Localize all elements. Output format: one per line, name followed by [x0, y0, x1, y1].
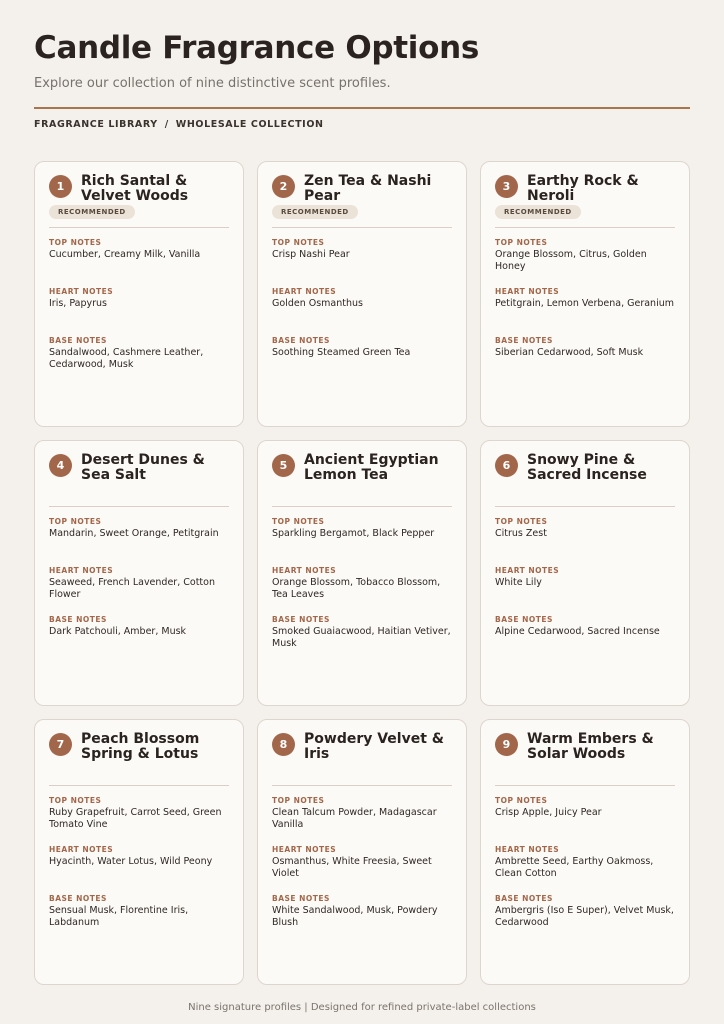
heart-notes-label: HEART NOTES [49, 566, 114, 575]
top-notes-label: TOP NOTES [495, 517, 548, 526]
fragrance-grid [34, 161, 690, 985]
top-notes-label: TOP NOTES [495, 796, 548, 805]
heart-notes-section [272, 845, 454, 894]
card-divider [272, 506, 452, 507]
card-number-badge: 5 [272, 454, 295, 477]
card-title: Earthy Rock & Neroli [527, 173, 639, 204]
base-notes-label: BASE NOTES [495, 615, 553, 624]
notes-list [495, 796, 677, 943]
base-notes-text: Ambergris (Iso E Super), Velvet Musk, Cedarwood [495, 905, 674, 928]
heart-notes-text: Osmanthus, White Freesia, Sweet Violet [272, 856, 432, 879]
heart-notes-text: White Lily [495, 577, 542, 588]
heart-notes-label: HEART NOTES [272, 845, 337, 854]
base-notes-section [49, 336, 231, 385]
page-subtitle: Explore our collection of nine distinctive scent profiles. [34, 76, 391, 91]
top-notes-label: TOP NOTES [272, 796, 325, 805]
top-notes-section [495, 517, 677, 566]
heart-notes-section [49, 566, 231, 615]
base-notes-text: Sensual Musk, Florentine Iris, Labdanum [49, 905, 189, 928]
top-notes-text: Mandarin, Sweet Orange, Petitgrain [49, 528, 219, 539]
card-title: Peach Blossom Spring & Lotus [81, 731, 200, 762]
card-divider [495, 227, 675, 228]
top-notes-section [495, 238, 677, 287]
card-divider [272, 227, 452, 228]
base-notes-label: BASE NOTES [49, 336, 107, 345]
notes-list [495, 517, 677, 664]
card-header [49, 732, 229, 776]
notes-list [49, 796, 231, 943]
base-notes-label: BASE NOTES [49, 615, 107, 624]
base-notes-label: BASE NOTES [49, 894, 107, 903]
breadcrumb-item-library[interactable]: FRAGRANCE LIBRARY [34, 119, 158, 130]
base-notes-section [272, 336, 454, 385]
top-notes-text: Sparkling Bergamot, Black Pepper [272, 528, 435, 539]
top-notes-label: TOP NOTES [49, 238, 102, 247]
heart-notes-label: HEART NOTES [49, 845, 114, 854]
card-title: Zen Tea & Nashi Pear [304, 173, 432, 204]
base-notes-section [49, 615, 231, 664]
heart-notes-label: HEART NOTES [272, 566, 337, 575]
heart-notes-text: Hyacinth, Water Lotus, Wild Peony [49, 856, 213, 867]
heart-notes-section [495, 845, 677, 894]
base-notes-text: White Sandalwood, Musk, Powdery Blush [272, 905, 438, 928]
base-notes-text: Siberian Cedarwood, Soft Musk [495, 347, 644, 358]
card-header [272, 732, 452, 776]
page-title: Candle Fragrance Options [34, 30, 480, 66]
fragrance-card-2[interactable] [257, 161, 467, 427]
base-notes-text: Smoked Guaiacwood, Haitian Vetiver, Musk [272, 626, 451, 649]
top-notes-text: Cucumber, Creamy Milk, Vanilla [49, 249, 201, 260]
fragrance-card-6[interactable] [480, 440, 690, 706]
fragrance-card-4[interactable] [34, 440, 244, 706]
heart-notes-label: HEART NOTES [495, 845, 560, 854]
card-title: Ancient Egyptian Lemon Tea [304, 452, 439, 483]
fragrance-card-7[interactable] [34, 719, 244, 985]
notes-list [272, 796, 454, 943]
heart-notes-section [495, 287, 677, 336]
card-header [495, 732, 675, 776]
breadcrumb [34, 119, 324, 130]
notes-list [272, 517, 454, 664]
notes-list [272, 238, 454, 385]
card-divider [495, 506, 675, 507]
top-notes-section [495, 796, 677, 845]
top-notes-section [272, 517, 454, 566]
card-header [49, 453, 229, 497]
base-notes-label: BASE NOTES [272, 894, 330, 903]
card-number-badge: 3 [495, 175, 518, 198]
card-divider [272, 785, 452, 786]
heart-notes-label: HEART NOTES [495, 566, 560, 575]
card-title: Snowy Pine & Sacred Incense [527, 452, 647, 483]
card-title: Rich Santal & Velvet Woods [81, 173, 189, 204]
fragrance-card-9[interactable] [480, 719, 690, 985]
card-divider [49, 785, 229, 786]
heart-notes-text: Seaweed, French Lavender, Cotton Flower [49, 577, 215, 600]
top-notes-text: Clean Talcum Powder, Madagascar Vanilla [272, 807, 437, 830]
heart-notes-label: HEART NOTES [272, 287, 337, 296]
heart-notes-section [272, 566, 454, 615]
card-number-badge: 8 [272, 733, 295, 756]
top-notes-section [272, 796, 454, 845]
base-notes-text: Sandalwood, Cashmere Leather, Cedarwood, Musk [49, 347, 204, 370]
recommended-badge: RECOMMENDED [49, 205, 135, 219]
base-notes-text: Alpine Cedarwood, Sacred Incense [495, 626, 660, 637]
heart-notes-section [495, 566, 677, 615]
card-header [272, 453, 452, 497]
card-divider [49, 227, 229, 228]
base-notes-section [272, 615, 454, 664]
breadcrumb-item-wholesale[interactable]: WHOLESALE COLLECTION [175, 119, 324, 130]
recommended-badge: RECOMMENDED [495, 205, 581, 219]
base-notes-section [272, 894, 454, 943]
heart-notes-text: Ambrette Seed, Earthy Oakmoss, Clean Cotton [495, 856, 654, 879]
fragrance-card-5[interactable] [257, 440, 467, 706]
heart-notes-label: HEART NOTES [495, 287, 560, 296]
top-notes-section [49, 238, 231, 287]
heart-notes-text: Golden Osmanthus [272, 298, 363, 309]
base-notes-section [49, 894, 231, 943]
top-notes-text: Crisp Nashi Pear [272, 249, 350, 260]
notes-list [49, 238, 231, 385]
heart-notes-text: Orange Blossom, Tobacco Blossom, Tea Leaves [272, 577, 441, 600]
card-divider [49, 506, 229, 507]
heart-notes-section [272, 287, 454, 336]
top-notes-label: TOP NOTES [272, 517, 325, 526]
top-notes-section [49, 517, 231, 566]
heart-notes-label: HEART NOTES [49, 287, 114, 296]
base-notes-text: Dark Patchouli, Amber, Musk [49, 626, 187, 637]
fragrance-card-1[interactable] [34, 161, 244, 427]
heart-notes-text: Petitgrain, Lemon Verbena, Geranium [495, 298, 674, 309]
fragrance-card-3[interactable] [480, 161, 690, 427]
breadcrumb-separator: / [164, 119, 169, 130]
card-number-badge: 7 [49, 733, 72, 756]
recommended-badge: RECOMMENDED [272, 205, 358, 219]
top-notes-label: TOP NOTES [49, 517, 102, 526]
top-notes-label: TOP NOTES [49, 796, 102, 805]
top-notes-text: Ruby Grapefruit, Carrot Seed, Green Tomato Vine [49, 807, 222, 830]
heart-notes-text: Iris, Papyrus [49, 298, 107, 309]
card-divider [495, 785, 675, 786]
card-number-badge: 2 [272, 175, 295, 198]
top-notes-section [272, 238, 454, 287]
card-title: Desert Dunes & Sea Salt [81, 452, 205, 483]
base-notes-section [495, 615, 677, 664]
card-number-badge: 6 [495, 454, 518, 477]
base-notes-text: Soothing Steamed Green Tea [272, 347, 411, 358]
top-notes-label: TOP NOTES [495, 238, 548, 247]
heart-notes-section [49, 845, 231, 894]
top-notes-text: Crisp Apple, Juicy Pear [495, 807, 602, 818]
top-notes-text: Citrus Zest [495, 528, 547, 539]
card-number-badge: 1 [49, 175, 72, 198]
base-notes-label: BASE NOTES [272, 336, 330, 345]
heart-notes-section [49, 287, 231, 336]
header-divider [34, 107, 690, 109]
base-notes-section [495, 894, 677, 943]
top-notes-label: TOP NOTES [272, 238, 325, 247]
notes-list [49, 517, 231, 664]
card-number-badge: 4 [49, 454, 72, 477]
card-header [495, 453, 675, 497]
card-title: Warm Embers & Solar Woods [527, 731, 654, 762]
base-notes-label: BASE NOTES [495, 894, 553, 903]
base-notes-section [495, 336, 677, 385]
top-notes-text: Orange Blossom, Citrus, Golden Honey [495, 249, 647, 272]
footer-text: Nine signature profiles | Designed for refined private-label collections [188, 1002, 536, 1013]
card-title: Powdery Velvet & Iris [304, 731, 444, 762]
top-notes-section [49, 796, 231, 845]
base-notes-label: BASE NOTES [272, 615, 330, 624]
fragrance-card-8[interactable] [257, 719, 467, 985]
card-number-badge: 9 [495, 733, 518, 756]
base-notes-label: BASE NOTES [495, 336, 553, 345]
notes-list [495, 238, 677, 385]
